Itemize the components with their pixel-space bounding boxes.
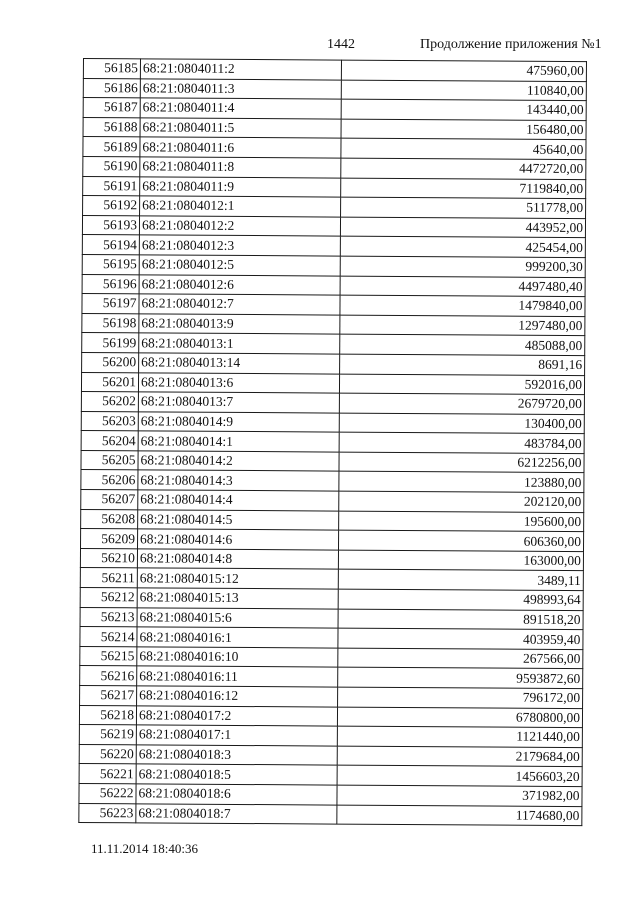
- cadastral-number-cell: 68:21:0804014:5: [138, 509, 339, 530]
- cadastral-number-cell: 68:21:0804018:6: [136, 784, 337, 805]
- row-number-cell: 56221: [79, 764, 136, 784]
- table-row: [79, 764, 582, 787]
- table-row: [80, 607, 583, 630]
- row-number-cell: 56216: [80, 666, 137, 686]
- value-cell: 143440,00: [341, 99, 586, 120]
- value-cell: 425454,00: [340, 236, 585, 257]
- table-row: [80, 627, 583, 650]
- cadastral-number-cell: 68:21:0804011:9: [140, 176, 341, 197]
- row-number-cell: 56205: [81, 450, 138, 470]
- table-row: [81, 431, 584, 454]
- cadastral-number-cell: 68:21:0804014:2: [138, 451, 339, 472]
- value-cell: 163000,00: [338, 550, 583, 571]
- row-number-cell: 56207: [81, 490, 138, 510]
- row-number-cell: 56214: [80, 627, 137, 647]
- value-cell: 1174680,00: [337, 805, 582, 826]
- row-number-cell: 56206: [81, 470, 138, 490]
- value-cell: 592016,00: [339, 374, 584, 395]
- value-cell: 1121440,00: [337, 726, 582, 747]
- table-row: [80, 548, 583, 571]
- value-cell: 1479840,00: [340, 295, 585, 316]
- value-cell: 3489,11: [338, 570, 583, 591]
- row-number-cell: 56220: [79, 744, 136, 764]
- table-row: [82, 274, 585, 297]
- cadastral-number-cell: 68:21:0804013:9: [139, 314, 340, 335]
- value-cell: 195600,00: [339, 511, 584, 532]
- row-number-cell: 56201: [81, 372, 138, 392]
- table-row: [81, 411, 584, 434]
- table-row: [80, 646, 583, 669]
- value-cell: 891518,20: [338, 609, 583, 630]
- cadastral-number-cell: 68:21:0804012:7: [139, 294, 340, 315]
- cadastral-number-cell: 68:21:0804012:2: [139, 216, 340, 237]
- value-cell: 2179684,00: [337, 746, 582, 767]
- value-cell: 443952,00: [340, 217, 585, 238]
- row-number-cell: 56215: [80, 646, 137, 666]
- cadastral-number-cell: 68:21:0804011:2: [140, 59, 341, 80]
- value-cell: 8691,16: [340, 354, 585, 375]
- cadastral-number-cell: 68:21:0804012:5: [139, 255, 340, 276]
- value-cell: 2679720,00: [339, 393, 584, 414]
- cadastral-number-cell: 68:21:0804014:4: [138, 490, 339, 511]
- row-number-cell: 56185: [83, 59, 140, 79]
- cadastral-number-cell: 68:21:0804015:6: [137, 607, 338, 628]
- table-row: [80, 588, 583, 611]
- cadastral-number-cell: 68:21:0804015:12: [137, 568, 338, 589]
- table-row: [79, 744, 582, 767]
- table-row: [82, 254, 585, 277]
- row-number-cell: 56202: [81, 392, 138, 412]
- cadastral-number-cell: 68:21:0804013:7: [138, 392, 339, 413]
- table-row: [79, 803, 582, 826]
- row-number-cell: 56199: [82, 333, 139, 353]
- table-row: [83, 59, 586, 82]
- cadastral-number-cell: 68:21:0804013:1: [139, 333, 340, 354]
- cadastral-number-cell: 68:21:0804017:1: [136, 725, 337, 746]
- table-row: [83, 98, 586, 121]
- cadastral-number-cell: 68:21:0804012:6: [139, 274, 340, 295]
- value-cell: 485088,00: [340, 334, 585, 355]
- cadastral-number-cell: 68:21:0804013:14: [139, 353, 340, 374]
- row-number-cell: 56200: [82, 352, 139, 372]
- table-row: [81, 529, 584, 552]
- table-row: [81, 470, 584, 493]
- cadastral-number-cell: 68:21:0804018:5: [136, 764, 337, 785]
- value-cell: 4472720,00: [341, 158, 586, 179]
- value-cell: 511778,00: [341, 197, 586, 218]
- cadastral-number-cell: 68:21:0804011:6: [140, 137, 341, 158]
- table-row: [82, 333, 585, 356]
- table-row: [80, 685, 583, 708]
- value-cell: 475960,00: [341, 60, 586, 81]
- row-number-cell: 56193: [82, 215, 139, 235]
- cadastral-number-cell: 68:21:0804016:11: [137, 666, 338, 687]
- value-cell: 6780800,00: [337, 707, 582, 728]
- cadastral-number-cell: 68:21:0804014:8: [137, 549, 338, 570]
- value-cell: 606360,00: [338, 530, 583, 551]
- table-row: [82, 294, 585, 317]
- row-number-cell: 56204: [81, 431, 138, 451]
- cadastral-number-cell: 68:21:0804015:13: [137, 588, 338, 609]
- value-cell: 1456603,20: [337, 765, 582, 786]
- value-cell: 6212256,00: [339, 452, 584, 473]
- table-row: [82, 313, 585, 336]
- row-number-cell: 56188: [83, 117, 140, 137]
- row-number-cell: 56210: [80, 548, 137, 568]
- table-row: [81, 509, 584, 532]
- table-row: [79, 783, 582, 806]
- cadastral-number-cell: 68:21:0804016:1: [137, 627, 338, 648]
- table-row: [81, 392, 584, 415]
- table-row: [81, 372, 584, 395]
- row-number-cell: 56211: [80, 568, 137, 588]
- row-number-cell: 56208: [81, 509, 138, 529]
- row-number-cell: 56189: [83, 137, 140, 157]
- row-number-cell: 56219: [79, 725, 136, 745]
- row-number-cell: 56194: [82, 235, 139, 255]
- value-cell: 371982,00: [337, 785, 582, 806]
- row-number-cell: 56223: [79, 803, 136, 823]
- cadastral-number-cell: 68:21:0804014:9: [138, 412, 339, 433]
- row-number-cell: 56212: [80, 588, 137, 608]
- value-cell: 498993,64: [338, 589, 583, 610]
- table-row: [80, 666, 583, 689]
- page-caption: Продолжение приложения №1: [420, 37, 602, 52]
- value-cell: 130400,00: [339, 413, 584, 434]
- row-number-cell: 56191: [83, 176, 140, 196]
- value-cell: 267566,00: [338, 648, 583, 669]
- value-cell: 1297480,00: [340, 315, 585, 336]
- row-number-cell: 56186: [83, 78, 140, 98]
- table-row: [83, 78, 586, 101]
- value-cell: 999200,30: [340, 256, 585, 277]
- row-number-cell: 56203: [81, 411, 138, 431]
- cadastral-number-cell: 68:21:0804011:8: [140, 157, 341, 178]
- value-cell: 483784,00: [339, 432, 584, 453]
- registry-table: [78, 58, 587, 826]
- cadastral-number-cell: 68:21:0804016:10: [137, 647, 338, 668]
- cadastral-number-cell: 68:21:0804011:3: [140, 78, 341, 99]
- value-cell: 156480,00: [341, 119, 586, 140]
- cadastral-number-cell: 68:21:0804013:6: [138, 372, 339, 393]
- cadastral-number-cell: 68:21:0804012:1: [140, 196, 341, 217]
- value-cell: 7119840,00: [341, 178, 586, 199]
- table-body: [79, 59, 587, 826]
- row-number-cell: 56195: [82, 254, 139, 274]
- row-number-cell: 56209: [81, 529, 138, 549]
- table-row: [79, 725, 582, 748]
- value-cell: 796172,00: [338, 687, 583, 708]
- table-row: [81, 450, 584, 473]
- page-number: 1442: [327, 37, 355, 52]
- cadastral-number-cell: 68:21:0804018:7: [136, 803, 337, 824]
- table-row: [79, 705, 582, 728]
- print-timestamp: 11.11.2014 18:40:36: [91, 841, 199, 856]
- cadastral-number-cell: 68:21:0804018:3: [136, 745, 337, 766]
- value-cell: 202120,00: [339, 491, 584, 512]
- row-number-cell: 56197: [82, 294, 139, 314]
- table-row: [81, 490, 584, 513]
- row-number-cell: 56222: [79, 783, 136, 803]
- table-row: [80, 568, 583, 591]
- row-number-cell: 56217: [80, 685, 137, 705]
- cadastral-number-cell: 68:21:0804016:12: [137, 686, 338, 707]
- value-cell: 403959,40: [338, 628, 583, 649]
- cadastral-number-cell: 68:21:0804014:6: [138, 529, 339, 550]
- value-cell: 45640,00: [341, 138, 586, 159]
- cadastral-number-cell: 68:21:0804011:4: [140, 98, 341, 119]
- row-number-cell: 56213: [80, 607, 137, 627]
- cadastral-number-cell: 68:21:0804011:5: [140, 118, 341, 139]
- value-cell: 9593872,60: [338, 667, 583, 688]
- row-number-cell: 56218: [79, 705, 136, 725]
- row-number-cell: 56198: [82, 313, 139, 333]
- value-cell: 123880,00: [339, 472, 584, 493]
- cadastral-number-cell: 68:21:0804012:3: [139, 235, 340, 256]
- cadastral-number-cell: 68:21:0804017:2: [136, 705, 337, 726]
- value-cell: 4497480,40: [340, 276, 585, 297]
- table-row: [82, 352, 585, 375]
- row-number-cell: 56192: [83, 196, 140, 216]
- row-number-cell: 56196: [82, 274, 139, 294]
- cadastral-number-cell: 68:21:0804014:1: [138, 431, 339, 452]
- row-number-cell: 56190: [83, 156, 140, 176]
- row-number-cell: 56187: [83, 98, 140, 118]
- value-cell: 110840,00: [341, 80, 586, 101]
- cadastral-number-cell: 68:21:0804014:3: [138, 470, 339, 491]
